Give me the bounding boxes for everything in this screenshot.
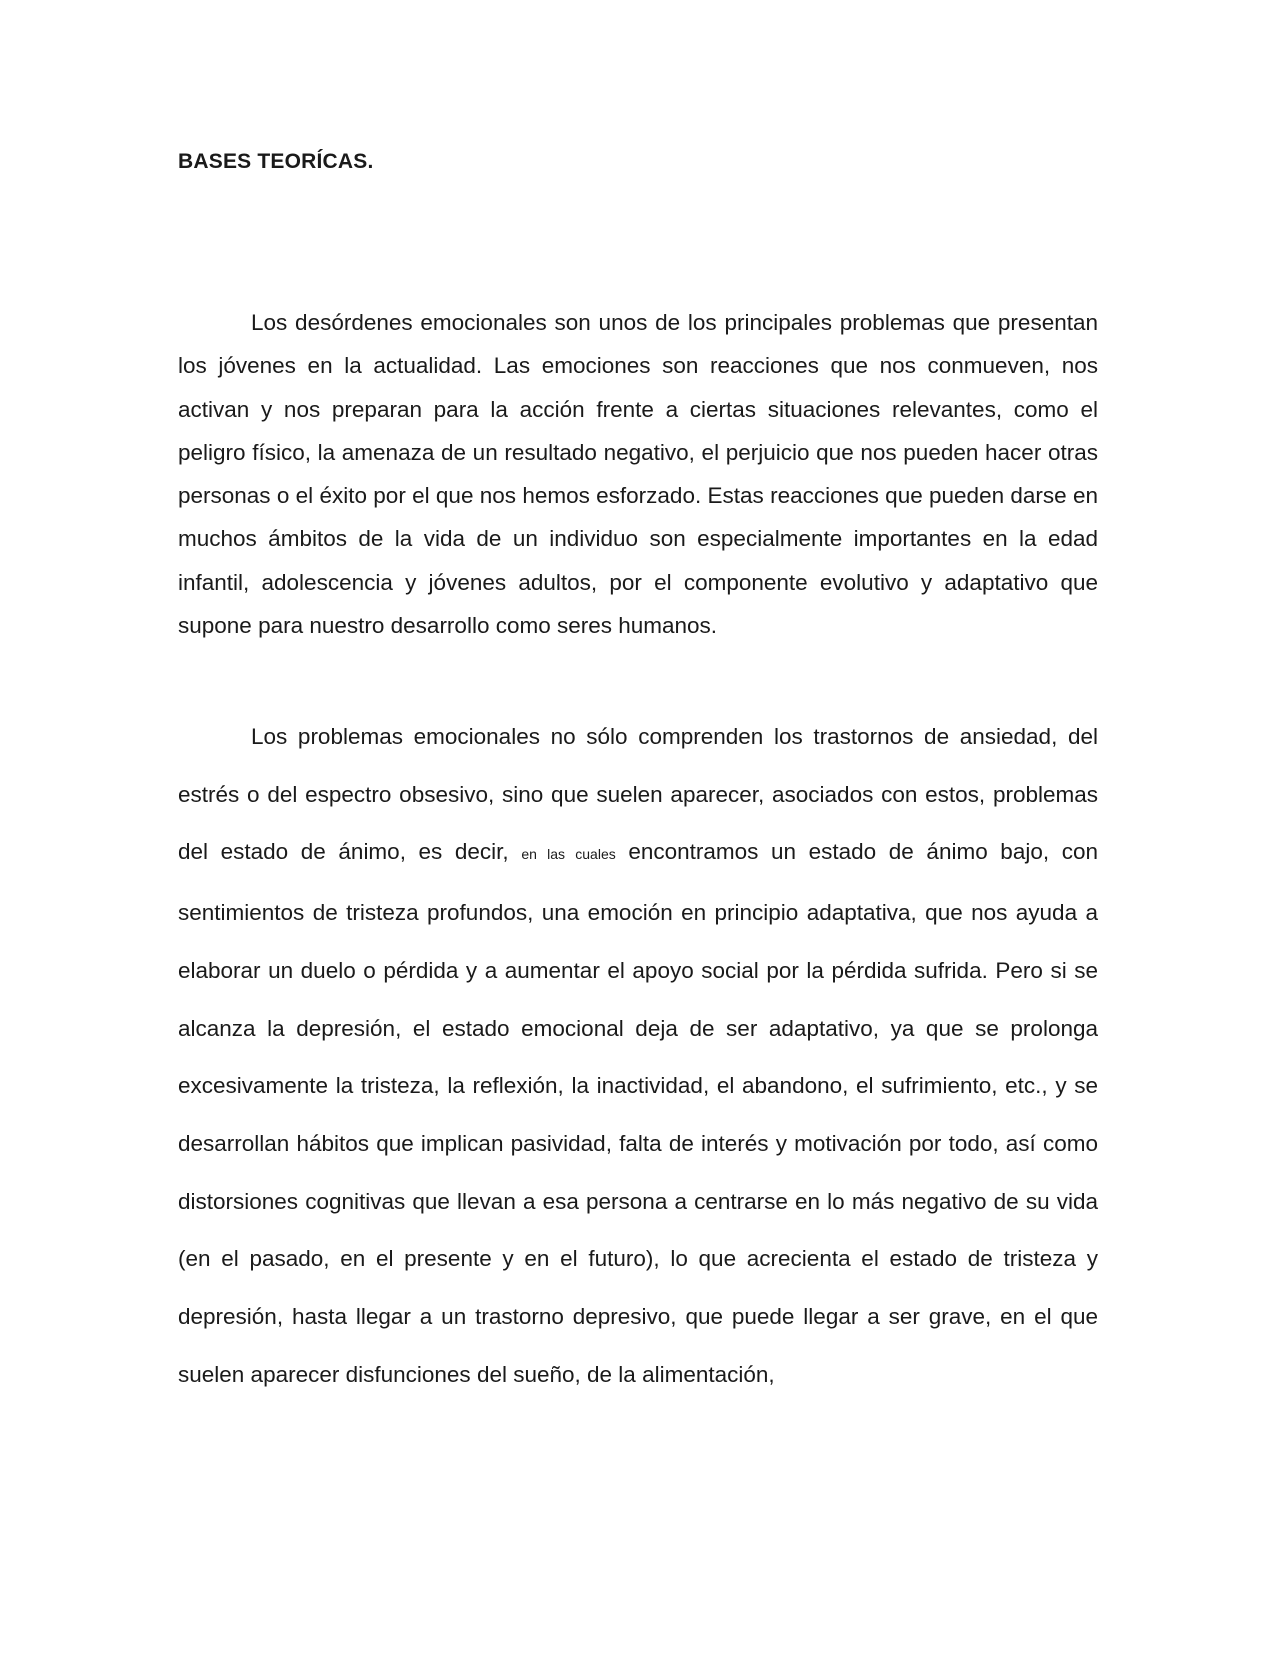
section-heading: BASES TEORÍCAS.	[178, 150, 374, 173]
paragraph-2	[178, 708, 1098, 1403]
paragraph-1: Los desórdenes emocionales son unos de los principales problemas que presentan los jóvenes en la actualidad. Las emociones son reacciones que nos conmueven, nos activan y nos preparan para la acción frente a ciertas situaciones relevantes, como el peligro físico, la amenaza de un resultado negativo, el perjuicio que nos pueden hacer otras personas o el éxito por el que nos hemos esforzado. Estas reacciones que pueden darse en muchos ámbitos de la vida de un individuo son especialmente importantes en la edad infantil, adolescencia y jóvenes adultos, por el componente evolutivo y adaptativo que supone para nuestro desarrollo como seres humanos.	[178, 310, 1098, 639]
paragraph-2-text-after: encontramos un estado de ánimo bajo, con sentimientos de tristeza profundos, una emoción en principio adaptativa, que nos ayuda a elaborar un duelo o pérdida y a aumentar el apoyo social por la pérdida sufrida. Pero si se alcanza la depresión, el estado emocional deja de ser adaptativo, ya que se prolonga excesivamente la tristeza, la reflexión, la inactividad, el abandono, el sufrimiento, etc., y se desarrollan hábitos que implican pasividad, falta de interés y motivación por todo, así como distorsiones cognitivas que llevan a esa persona a centrarse en lo más negativo de su vida (en el pasado, en el presente y en el futuro), lo que acrecienta el estado de tristeza y depresión, hasta llegar a un trastorno depresivo, que puede llegar a ser grave, en el que suelen aparecer disfunciones del sueño, de la alimentación,	[178, 839, 1098, 1387]
paragraph-2-text-before: Los problemas emocionales no sólo comprenden los trastornos de ansiedad, del estrés o del espectro obsesivo, sino que suelen aparecer, asociados con estos, problemas del estado de ánimo, es decir,	[178, 724, 1098, 865]
paragraph-2-small-run: en las cuales	[521, 846, 616, 863]
